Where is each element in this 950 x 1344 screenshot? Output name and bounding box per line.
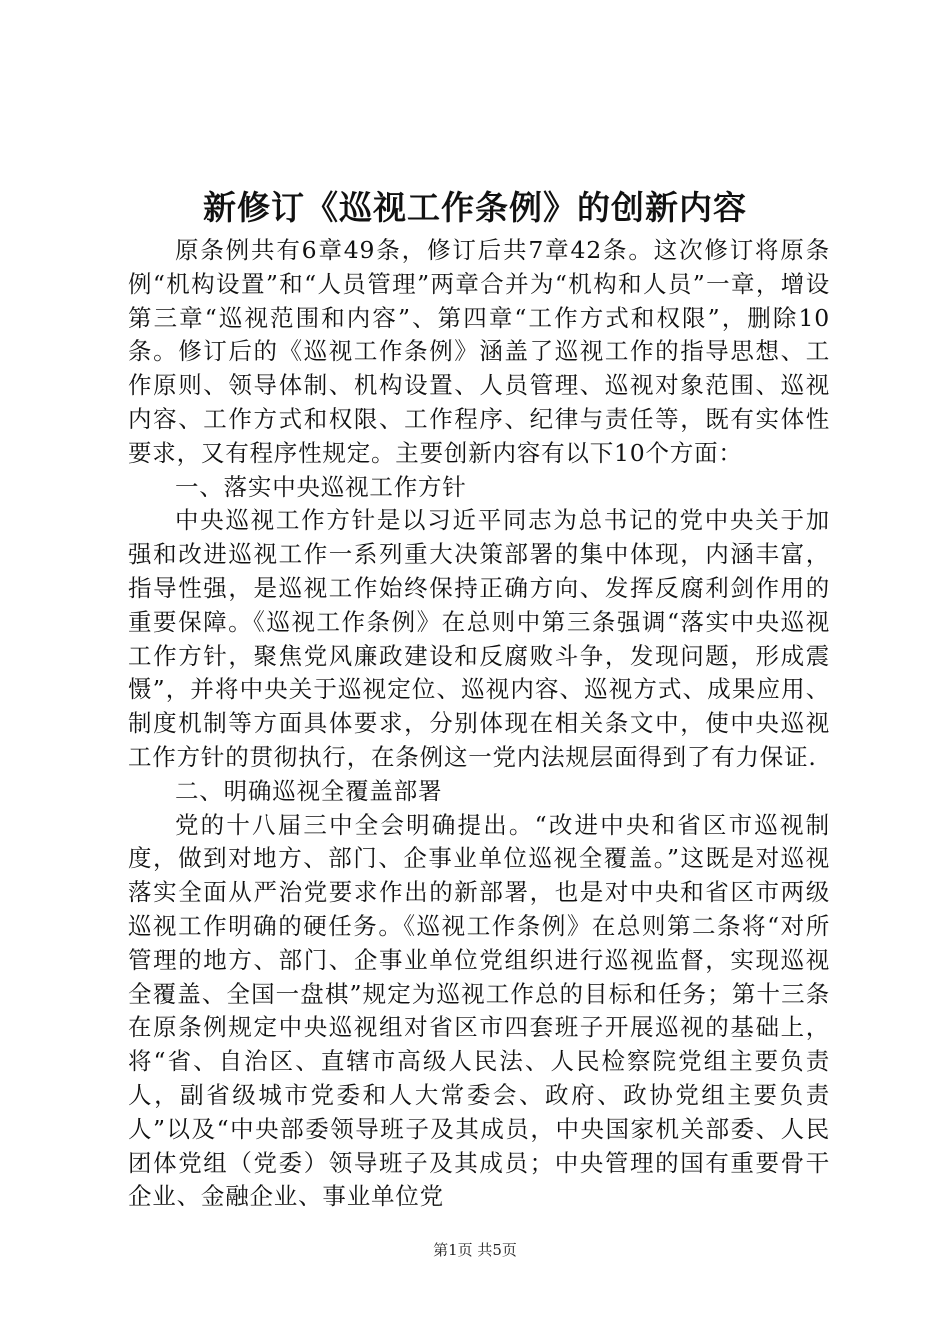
section-heading-1: 一、落实中央巡视工作方针 — [175, 472, 467, 501]
page-total: 共5页 — [477, 1241, 517, 1259]
intro-paragraph: 原条例共有6章49条，修订后共7章42条。这次修订将原条例“机构设置”和“人员管理”两章合并为“机构和人员”一章，增设第三章“巡视范围和内容”、第四章“工作方式和权限”，删除10条。修订后的《巡视工作条例》涵盖了巡视工作的指导思想、工作原则、领导体制、机构设置、人员管理、巡视对象范围、巡视内容、工作方式和权限、工作程序、纪律与责任等，既有实体性要求，又有程序性规定。主要创新内容有以下10个方面： — [128, 236, 830, 467]
document-body — [128, 234, 830, 1214]
page-number: 第1页 — [433, 1241, 473, 1259]
section-paragraph-1: 中央巡视工作方针是以习近平同志为总书记的党中央关于加强和改进巡视工作一系列重大决策部署的集中体现，内涵丰富，指导性强，是巡视工作始终保持正确方向、发挥反腐利剑作用的重要保障。《巡视工作条例》在总则中第三条强调“落实中央巡视工作方针，聚焦党风廉政建设和反腐败斗争，发现问题，形成震慑”，并将中央关于巡视定位、巡视内容、巡视方式、成果应用、制度机制等方面具体要求，分别体现在相关条文中，使中央巡视工作方针的贯彻执行，在条例这一党内法规层面得到了有力保证. — [128, 506, 830, 771]
document-title: 新修订《巡视工作条例》的创新内容 — [203, 188, 747, 227]
section-heading-2: 二、明确巡视全覆盖部署 — [175, 776, 443, 805]
page-footer — [0, 1240, 950, 1260]
section-paragraph-2: 党的十八届三中全会明确提出。“改进中央和省区市巡视制度，做到对地方、部门、企事业单位巡视全覆盖。”这既是对巡视落实全面从严治党要求作出的新部署，也是对中央和省区市两级巡视工作明确的硬任务。《巡视工作条例》在总则第二条将“对所管理的地方、部门、企事业单位党组织进行巡视监督，实现巡视全覆盖、全国一盘棋”规定为巡视工作总的目标和任务；第十三条在原条例规定中央巡视组对省区市四套班子开展巡视的基础上，将“省、自治区、直辖市高级人民法、人民检察院党组主要负责人，副省级城市党委和人大常委会、政府、政协党组主要负责人”以及“中央部委领导班子及其成员，中央国家机关部委、人民团体党组（党委）领导班子及其成员；中央管理的国有重要骨干企业、金融企业、事业单位党 — [128, 810, 830, 1211]
